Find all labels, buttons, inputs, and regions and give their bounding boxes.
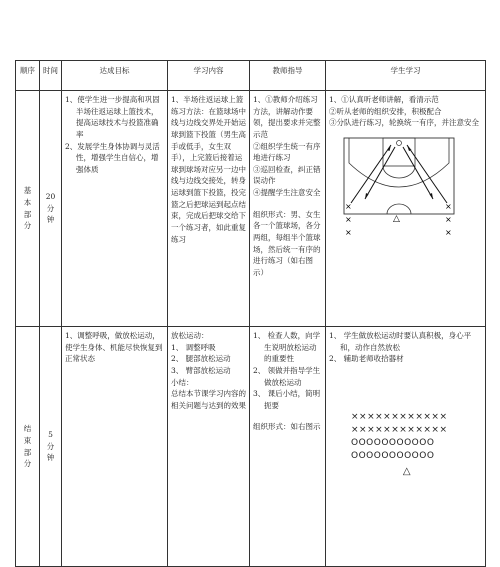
ending-part-char: 分 [23,459,32,469]
ending-guidance-item: 3、 课后小结，简明扼要 [253,389,321,410]
header-order: 顺序 [16,61,40,91]
header-guidance: 教师指导 [250,61,326,91]
court-player-mark: × [445,201,452,211]
basic-student [326,91,486,327]
ending-part-label [16,327,40,567]
ending-part-char: 结 [23,424,32,434]
basic-part-char: 基 [23,186,32,196]
basketball-court-diagram [343,137,455,237]
ending-student [326,327,486,567]
ending-guidance [250,327,326,567]
ending-goal [62,327,168,567]
court-player-mark: × [345,201,352,211]
basic-guidance-org: 组织形式：男、女生各一个篮球场，各分两组，每组半个篮球场，然后统一有序的进行练习（如右图示） [253,209,321,277]
court-player-mark: × [445,227,452,237]
header-row [16,61,486,91]
ending-goal-text: 1、调整呼吸，做放松运动，使学生身体、机能尽快恢复到正常状态 [65,331,163,364]
basic-time [40,91,62,327]
basic-part-char: 本 [23,197,32,207]
ending-part-char: 部 [23,447,32,457]
header-goal: 达成目标 [62,61,168,91]
ending-time-value: 5 [48,430,53,440]
ending-content-line: 2、 腿部放松运动 [171,354,231,364]
ending-content-line: 放松运动： [171,331,209,340]
basic-guidance [250,91,326,327]
basic-goal-item: 2、发展学生身体协调与灵活性，增强学生自信心，增强体质 [65,141,160,174]
basic-student-item: ③分队进行练习，轮换统一有序，并注意安全 [329,118,479,128]
formation-row-o: OOOOOOOOOOO [351,437,435,448]
header-content: 学习内容 [168,61,250,91]
ending-guidance-item: 1、 检查人数，向学生说明放松运动的重要性 [253,331,321,364]
ending-student-item: 1、 学生做放松运动时要认真积极，身心平和，动作自然放松 [329,331,472,352]
ending-part-char: 束 [23,435,32,445]
basic-section-row [16,91,486,327]
court-player-mark: × [345,227,352,237]
formation-row-x: ×××××××××××× [351,411,448,422]
formation-row-x: ×××××××××××× [351,424,448,435]
basic-guidance-item: ③巡回检查，纠正错误动作 [253,164,321,186]
basic-time-unit: 分 [46,203,55,213]
lesson-plan-table [15,60,486,567]
ending-student-item: 2、 辅助老师收拾器材 [329,354,404,364]
court-teacher-mark: △ [393,213,400,224]
basic-guidance-item: 1、①教师介绍练习方法，讲解动作要领，提出要求并完整示范 [253,95,321,139]
basic-time-value: 20 [45,192,56,202]
ending-guidance-item: 2、 领做并指导学生做放松运动 [253,365,321,387]
ending-time [40,327,62,567]
basic-part-label [16,91,40,327]
ending-content-line: 1、 调整呼吸 [171,342,216,352]
basic-goal-item: 1、使学生进一步提高和巩固半场往返运球上篮技术，提高运球技术与投篮准确率 [65,95,160,139]
basic-goals [62,91,168,327]
basic-content [168,91,250,327]
basic-student-item: ②听从老师的组织安排，积极配合 [329,106,442,116]
basic-guidance-item: ④提醒学生注意安全 [253,188,321,197]
header-student: 学生学习 [326,61,486,91]
formation-row-o: OOOOOOOOOOO [351,451,435,462]
ending-content [168,327,250,567]
ending-time-unit: 钟 [46,453,55,463]
basic-part-char: 部 [23,209,32,219]
basic-part-char: 分 [23,221,32,231]
ending-guidance-org: 组织形式：如右图示 [253,422,321,432]
court-player-mark: × [345,214,352,224]
basic-student-item: 1、①认真听老师讲解，看清示范 [329,95,439,104]
ending-section-row [16,327,486,567]
ending-content-line: 3、 臂部放松运动 [171,365,231,375]
ending-time-unit: 分 [46,441,55,451]
header-time: 时间 [40,61,62,91]
court-player-mark: × [445,214,452,224]
ending-content-line: 总结本节课学习内容的相关问题与达到的效果 [171,389,246,410]
basic-time-unit: 钟 [46,215,55,225]
ending-formation-diagram [351,411,482,480]
formation-teacher-mark: △ [402,466,412,478]
ending-content-line: 小结： [171,377,194,387]
basic-guidance-item: ②组织学生统一有序地进行练习 [253,141,321,163]
basic-content-text: 1、半场往返运球上篮练习方法：在篮球场中线与边线交界处开始运球到篮下投篮（男生高手或低手，女生双手），上完篮后接着运球到球场对应另一边中线与边线交接处，转身运球到篮下投篮，投完篮之后把球运到起点结束，完成后把球交给下一个练习者，如此重复练习 [171,95,246,244]
